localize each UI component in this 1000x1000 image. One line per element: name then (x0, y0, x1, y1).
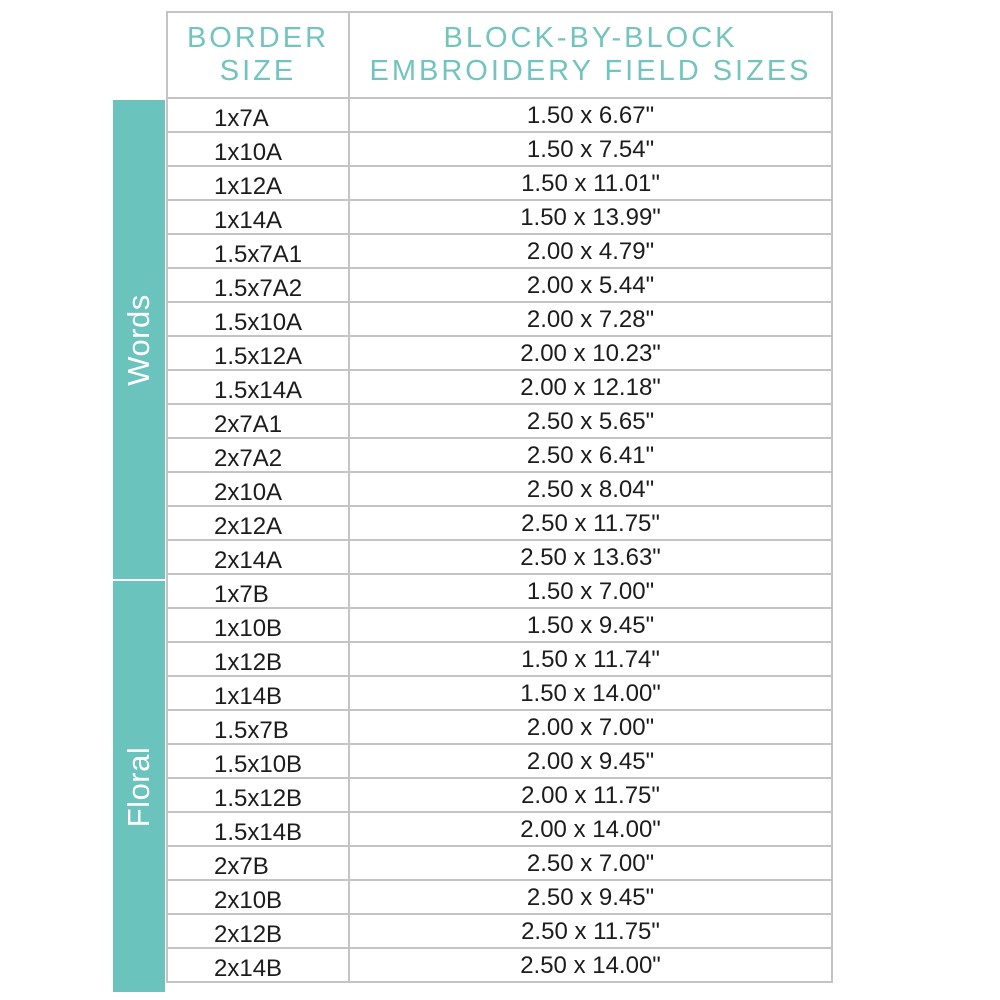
table-row (166, 235, 833, 269)
border-size-cell: 2x12A (168, 507, 350, 539)
table-row (166, 711, 833, 745)
field-size-cell: 2.00 x 10.23" (520, 340, 661, 367)
table-row (166, 745, 833, 779)
border-size-cell: 1.5x7B (168, 711, 350, 743)
border-size-cell: 1x12B (168, 643, 350, 675)
field-size-cell: 1.50 x 9.45" (526, 612, 655, 639)
field-size-cell: 2.50 x 5.65" (526, 408, 655, 435)
table-row (166, 677, 833, 711)
group-label-floral-band (113, 581, 165, 992)
table-row (166, 507, 833, 541)
border-size-cell: 1.5x7A1 (168, 235, 350, 267)
border-size-cell: 1x7B (168, 575, 350, 607)
border-size-cell: 2x14A (168, 541, 350, 573)
field-size-cell: 2.00 x 12.18" (520, 374, 661, 401)
border-size-cell: 1x7A (168, 99, 350, 131)
table-row (166, 167, 833, 201)
table-row (166, 643, 833, 677)
border-size-cell: 1.5x14B (168, 813, 350, 845)
table-row (166, 439, 833, 473)
border-size-cell: 1.5x12B (168, 779, 350, 811)
field-size-cell: 2.00 x 5.44" (526, 272, 655, 299)
field-size-cell: 2.50 x 14.00" (520, 952, 661, 979)
border-size-cell: 1.5x7A2 (168, 269, 350, 301)
table-row (166, 371, 833, 405)
table-row (166, 881, 833, 915)
field-size-cell: 2.00 x 9.45" (526, 748, 655, 775)
border-size-cell: 1.5x14A (168, 371, 350, 403)
header-embroidery-field-sizes: BLOCK-BY-BLOCK EMBROIDERY FIELD SIZES (369, 22, 812, 87)
table-row (166, 405, 833, 439)
field-size-cell: 2.00 x 14.00" (520, 816, 661, 843)
table-row (166, 609, 833, 643)
border-size-cell: 1.5x12A (168, 337, 350, 369)
field-size-cell: 1.50 x 7.00" (526, 578, 655, 605)
group-label-words: Words (121, 293, 156, 386)
border-size-cell: 2x14B (168, 949, 350, 981)
field-size-cell: 2.00 x 7.00" (526, 714, 655, 741)
field-size-cell: 2.50 x 11.75" (521, 918, 660, 945)
border-size-cell: 2x7A2 (168, 439, 350, 471)
table-row (166, 915, 833, 949)
field-size-cell: 2.50 x 13.63" (520, 544, 661, 571)
group-label-words-band (113, 100, 165, 579)
field-size-cell: 2.50 x 11.75" (521, 510, 660, 537)
border-size-cell: 2x7B (168, 847, 350, 879)
field-size-cell: 1.50 x 6.67" (526, 102, 655, 129)
field-size-cell: 2.50 x 6.41" (526, 442, 655, 469)
table-header (166, 11, 833, 99)
field-size-cell: 2.50 x 7.00" (526, 850, 655, 877)
table-row (166, 847, 833, 881)
table-row (166, 269, 833, 303)
border-size-cell: 1x10A (168, 133, 350, 165)
table-row (166, 133, 833, 167)
border-size-cell: 1.5x10A (168, 303, 350, 335)
border-size-cell: 1x12A (168, 167, 350, 199)
table-row (166, 99, 833, 133)
field-size-cell: 2.50 x 8.04" (526, 476, 655, 503)
table-row (166, 303, 833, 337)
field-size-cell: 1.50 x 11.74" (521, 646, 660, 673)
group-label-floral: Floral (121, 746, 156, 827)
table-row (166, 813, 833, 847)
field-size-cell: 2.00 x 4.79" (526, 238, 655, 265)
field-size-cell: 1.50 x 11.01" (521, 170, 660, 197)
table-row (166, 779, 833, 813)
size-table (166, 11, 833, 983)
border-size-cell: 1x10B (168, 609, 350, 641)
border-size-cell: 1.5x10B (168, 745, 350, 777)
table-row (166, 201, 833, 235)
field-size-cell: 1.50 x 13.99" (520, 204, 661, 231)
table-body (166, 99, 833, 983)
table-row (166, 541, 833, 575)
field-size-cell: 2.00 x 7.28" (526, 306, 655, 333)
border-size-cell: 1x14B (168, 677, 350, 709)
field-size-cell: 1.50 x 14.00" (520, 680, 661, 707)
border-size-cell: 2x12B (168, 915, 350, 947)
table-row (166, 337, 833, 371)
table-row (166, 575, 833, 609)
table-row (166, 949, 833, 983)
border-size-cell: 2x10B (168, 881, 350, 913)
header-border-size: BORDER SIZE (168, 13, 350, 97)
field-size-cell: 2.50 x 9.45" (526, 884, 655, 911)
border-size-cell: 2x7A1 (168, 405, 350, 437)
field-size-cell: 2.00 x 11.75" (521, 782, 660, 809)
border-size-cell: 2x10A (168, 473, 350, 505)
table-row (166, 473, 833, 507)
border-size-cell: 1x14A (168, 201, 350, 233)
field-size-cell: 1.50 x 7.54" (526, 136, 655, 163)
